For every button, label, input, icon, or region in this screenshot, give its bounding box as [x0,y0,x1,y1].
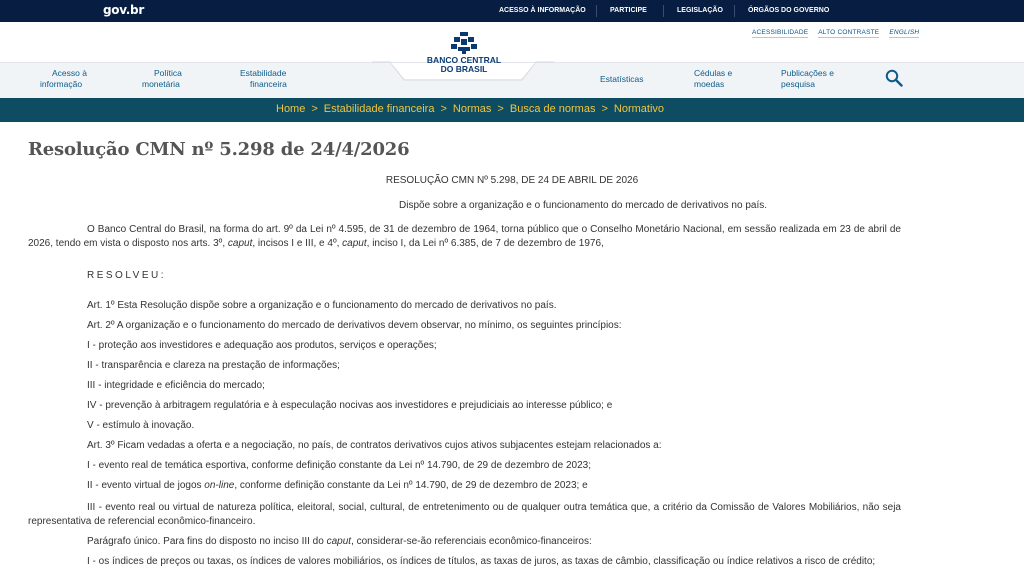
breadcrumb-home[interactable]: Home [276,103,306,115]
breadcrumb-busca[interactable]: Busca de normas [509,103,596,115]
resolveu: RESOLVEU: [87,270,166,281]
art-2-inciso: IV - prevenção à arbitragem regulatória e à especulação nocivas aos investidores e prejudiciais ao interesse público; e [87,400,613,411]
nav-politica-monetaria[interactable] [142,68,182,90]
nav-estatisticas[interactable] [600,74,643,85]
gov-link-orgaos[interactable]: ÓRGÃOS DO GOVERNO [734,5,842,17]
breadcrumb-estabilidade[interactable]: Estabilidade financeira [323,103,435,115]
nav-label: Estabilidade [240,68,287,78]
gov-link-acesso[interactable]: ACESSO À INFORMAÇÃO [499,7,586,14]
breadcrumb-separator: > [601,103,608,115]
document-ementa: Dispõe sobre a organização e o funcionamento do mercado de derivativos no país. [399,200,768,211]
document-heading: RESOLUÇÃO CMN Nº 5.298, DE 24 DE ABRIL DE 2026 [385,175,639,186]
art-1: Art. 1º Esta Resolução dispõe sobre a organização e o funcionamento do mercado de derivativos no país. [87,300,557,311]
nav-label: Publicações e [781,68,834,78]
nav-publicacoes-pesquisa[interactable] [781,68,834,90]
link-english[interactable]: ENGLISH [889,29,920,36]
gov-link-legislacao[interactable]: LEGISLAÇÃO [663,5,736,17]
art-2: Art. 2º A organização e o funcionamento do mercado de derivativos devem observar, no mínimo, os seguintes princípios: [87,320,622,331]
nav-label: Acesso à [52,68,87,78]
breadcrumb-normativo: Normativo [613,103,665,115]
nav-label: financeira [250,79,287,89]
gov-link-participe[interactable]: PARTICIPE [596,5,660,17]
art-2-inciso: III - integridade e eficiência do mercado; [87,380,265,391]
art-3-inciso-ii: II - evento virtual de jogos on-line, conforme definição constante da Lei nº 14.790, de 29 de dezembro de 2023; e [87,480,588,491]
art-2-inciso: I - proteção aos investidores e adequação aos produtos, serviços e operações; [87,340,437,351]
gov-bar [0,0,1024,22]
paragrafo-inciso-i: I - os índices de preços ou taxas, os índices de valores mobiliários, os índices de títulos, as taxas de juros, as taxas de câmbio, classificação ou índice relativos a risco de crédito; [87,556,876,567]
nav-label: informação [40,79,83,89]
nav-cedulas-moedas[interactable] [694,68,732,90]
breadcrumb-bar [0,98,1024,122]
logo-line-2: DO BRASIL [440,64,488,74]
breadcrumb-normas[interactable]: Normas [452,103,492,115]
nav-label: Política [154,68,182,78]
breadcrumb-separator: > [311,103,318,115]
bcb-emblem-icon[interactable] [451,32,477,54]
art-3-inciso-iii: III - evento real ou virtual de natureza política, eleitoral, social, cultural, de entretenimento ou de qualquer outra temática que, a critério da Comissão de Valores Mobiliários, não seja representativa de referencial econômico-financeiro. [28,502,901,527]
art-3-inciso-i: I - evento real de temática esportiva, conforme definição constante da Lei nº 14.790, de 29 de dezembro de 2023; [87,460,591,471]
link-acessibilidade[interactable]: ACESSIBILIDADE [752,29,809,36]
nav-estabilidade-financeira[interactable] [240,68,287,90]
site-header [0,22,1024,98]
breadcrumb [276,103,664,115]
art-2-inciso: V - estímulo à inovação. [87,420,195,431]
link-alto-contraste[interactable]: ALTO CONTRASTE [818,29,880,36]
nav-label: moedas [694,79,725,89]
nav-label: monetária [142,79,180,89]
accessibility-links [752,29,919,38]
preambulo: O Banco Central do Brasil, na forma do art. 9º da Lei nº 4.595, de 31 de dezembro de 1964, torna público que o Conselho Monetário Nacional, em sessão realizada em 23 de abril de 2026, tendo em vista o disposto nos arts. 3º, caput, incisos I e III, e 4º, caput, inciso I, da Lei nº 6.385, de 7 de dezembro de 1976, [28,224,901,249]
breadcrumb-separator: > [497,103,504,115]
bcb-logo-text[interactable] [416,56,512,74]
gov-br-logo[interactable]: gov.br [103,3,144,17]
page-title: Resolução CMN nº 5.298 de 24/4/2026 [28,139,410,160]
nav-label: Cédulas e [694,68,733,78]
logo-line-1: BANCO CENTRAL [426,55,502,65]
paragrafo-unico: Parágrafo único. Para fins do disposto no inciso III do caput, considerar-se-ão referenciais econômico-financeiros: [87,536,592,547]
nav-label: Estatísticas [600,74,644,84]
art-3: Art. 3º Ficam vedadas a oferta e a negociação, no país, de contratos derivativos cujos ativos subjacentes estejam relacionados a: [87,440,662,451]
nav-acesso-informacao[interactable] [40,68,87,90]
breadcrumb-separator: > [440,103,447,115]
search-icon[interactable] [885,69,903,87]
nav-label: pesquisa [781,79,816,89]
art-2-inciso: II - transparência e clareza na prestação de informações; [87,360,340,371]
